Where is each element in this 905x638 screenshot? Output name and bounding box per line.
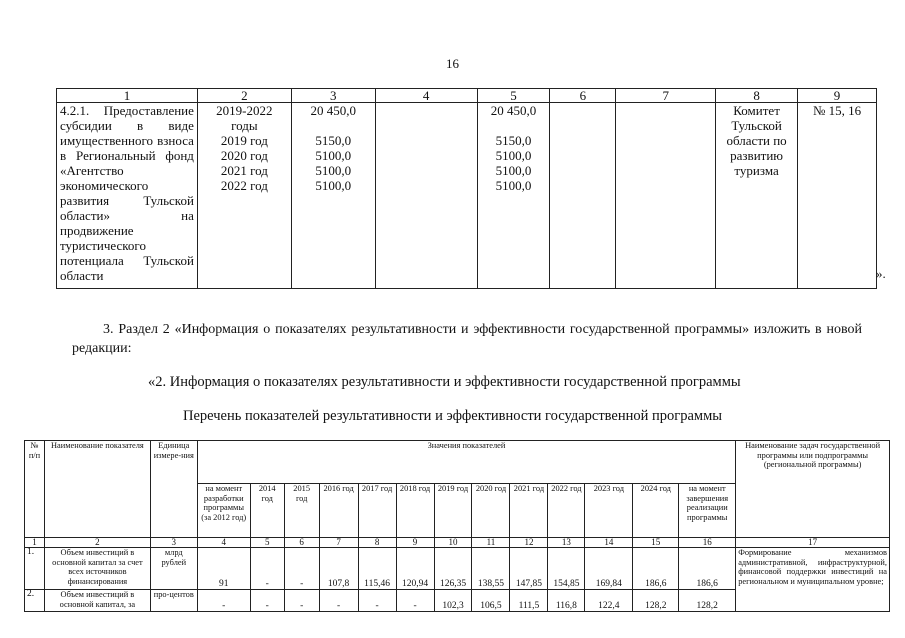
value-cell: 111,5 (510, 590, 548, 612)
col-number: 16 (679, 538, 736, 548)
amount-line: 5100,0 (495, 163, 532, 178)
amount-line: 5150,0 (315, 133, 352, 148)
closing-quote: ». (876, 266, 886, 281)
value-cell: 147,85 (510, 548, 548, 590)
col-number: 17 (736, 538, 890, 548)
col-number: 12 (510, 538, 548, 548)
value-cell: 138,55 (472, 548, 510, 590)
amendment-paragraph (72, 320, 862, 358)
col6-cell (550, 103, 616, 289)
row-num: 2. (25, 590, 45, 612)
header-num: № п/п (25, 441, 45, 538)
value-cell: 102,3 (434, 590, 472, 612)
year-line: 2020 год (220, 148, 268, 163)
col-number: 14 (585, 538, 633, 548)
table1-header-cell: 1 (57, 89, 198, 103)
amount-line (295, 118, 372, 133)
col-number: 1 (25, 538, 45, 548)
activity-name: 4.2.1. Предоставление субсидии в виде имущественного взноса в Региональный фонд «Агентство экономического развития Тульской области» на продвижение туристического потенциала Тульской области (57, 103, 198, 289)
column-numbers-row (25, 538, 890, 548)
year-line: 2021 год (220, 163, 268, 178)
value-cell: 106,5 (472, 590, 510, 612)
header-tasks: Наименование задач государственной программы или подпрограммы (региональной программы) (736, 441, 890, 538)
amount-line: 5100,0 (315, 148, 352, 163)
amount-line: 5100,0 (495, 148, 532, 163)
value-cell: - (197, 590, 250, 612)
value-cell: 186,6 (633, 548, 679, 590)
col-number: 13 (548, 538, 585, 548)
table-row (57, 103, 877, 289)
activity-total (291, 103, 375, 289)
executor-line: Комитет (733, 103, 780, 118)
table1-header-cell: 7 (616, 89, 716, 103)
table1-header-cell: 9 (798, 89, 877, 103)
year-line: 2019-2022 (216, 103, 273, 118)
value-cell: 122,4 (585, 590, 633, 612)
table-row (25, 548, 890, 590)
col4-cell (375, 103, 477, 289)
header-col: 2014 год (250, 484, 284, 538)
value-cell: - (250, 548, 284, 590)
activity-years (197, 103, 291, 289)
header-name: Наименование показателя (44, 441, 150, 538)
col-number: 9 (396, 538, 434, 548)
amount-line: 5100,0 (495, 178, 532, 193)
value-cell: 169,84 (585, 548, 633, 590)
value-cell: 120,94 (396, 548, 434, 590)
table1-header-cell: 8 (716, 89, 798, 103)
header-col: 2015 год (284, 484, 319, 538)
indicator-refs: № 15, 16 (798, 103, 877, 289)
header-col: 2019 год (434, 484, 472, 538)
col-number: 10 (434, 538, 472, 548)
table1-header-cell: 2 (197, 89, 291, 103)
header-col: 2018 год (396, 484, 434, 538)
amount-line (481, 118, 547, 133)
indicator-name: Объем инвестиций в основной капитал, за (44, 590, 150, 612)
value-cell: 116,8 (548, 590, 585, 612)
amount-line: 5150,0 (495, 133, 532, 148)
page-number: 16 (446, 56, 459, 71)
regional-budget (477, 103, 550, 289)
value-cell: 91 (197, 548, 250, 590)
indicator-name: Объем инвестиций в основной капитал за счет всех источников финансирования (44, 548, 150, 590)
col-number: 5 (250, 538, 284, 548)
value-cell: 126,35 (434, 548, 472, 590)
header-col: на момент завершения реализации программы (679, 484, 736, 538)
table1-header-cell: 3 (291, 89, 375, 103)
task-description: Формирование механизмов административной, инфраструктурной, финансовой поддержки инвестиций на региональном и муниципальном уровне; (736, 548, 890, 612)
value-cell: - (284, 590, 319, 612)
year-line: годы (231, 118, 258, 133)
amount-line: 20 450,0 (310, 103, 356, 118)
header-col: 2017 год (358, 484, 396, 538)
value-cell: - (250, 590, 284, 612)
executor-line: развитию (730, 148, 784, 163)
indicator-unit: млрд рублей (150, 548, 197, 590)
col-number: 8 (358, 538, 396, 548)
header-col: 2020 год (472, 484, 510, 538)
value-cell: - (396, 590, 434, 612)
amount-line: 20 450,0 (490, 103, 537, 118)
executor (716, 103, 798, 289)
header-col: 2023 год (585, 484, 633, 538)
table1-header-cell: 5 (477, 89, 550, 103)
col-number: 2 (44, 538, 150, 548)
value-cell: - (358, 590, 396, 612)
executor-line: туризма (734, 163, 779, 178)
table1-header-cell: 4 (375, 89, 477, 103)
list-heading: Перечень показателей результативности и эффективности государственной программы (182, 408, 723, 424)
indicators-table (24, 440, 890, 612)
value-cell: 128,2 (633, 590, 679, 612)
executor-line: Тульской (731, 118, 782, 133)
value-cell: 128,2 (679, 590, 736, 612)
value-cell: 186,6 (679, 548, 736, 590)
col-number: 7 (319, 538, 358, 548)
amount-line: 5100,0 (315, 163, 352, 178)
header-unit: Единица измере-ния (150, 441, 197, 538)
value-cell: 107,8 (319, 548, 358, 590)
col7-cell (616, 103, 716, 289)
header-col: на момент разработки программы (за 2012 год) (197, 484, 250, 538)
indicator-unit: про-центов (150, 590, 197, 612)
amount-line: 5100,0 (315, 178, 352, 193)
executor-line: области по (726, 133, 787, 148)
header-col: 2024 год (633, 484, 679, 538)
section-heading: «2. Информация о показателях результативности и эффективности государственной программы (148, 374, 741, 390)
col-number: 6 (284, 538, 319, 548)
amendment-text: 3. Раздел 2 «Информация о показателях результативности и эффективности государственной программы» изложить в новой редакции: (72, 322, 862, 356)
header-col: 2022 год (548, 484, 585, 538)
year-line: 2022 год (220, 178, 268, 193)
header-col: 2016 год (319, 484, 358, 538)
col-number: 11 (472, 538, 510, 548)
value-cell: - (319, 590, 358, 612)
col-number: 15 (633, 538, 679, 548)
table1-header-row (57, 89, 877, 103)
program-activities-table (56, 88, 877, 289)
col-number: 3 (150, 538, 197, 548)
value-cell: - (284, 548, 319, 590)
header-col: 2021 год (510, 484, 548, 538)
value-cell: 154,85 (548, 548, 585, 590)
table2-header-row (25, 441, 890, 484)
year-line: 2019 год (220, 133, 268, 148)
header-values-group: Значения показателей (197, 441, 735, 484)
table1-header-cell: 6 (550, 89, 616, 103)
col-number: 4 (197, 538, 250, 548)
row-num: 1. (25, 548, 45, 590)
value-cell: 115,46 (358, 548, 396, 590)
